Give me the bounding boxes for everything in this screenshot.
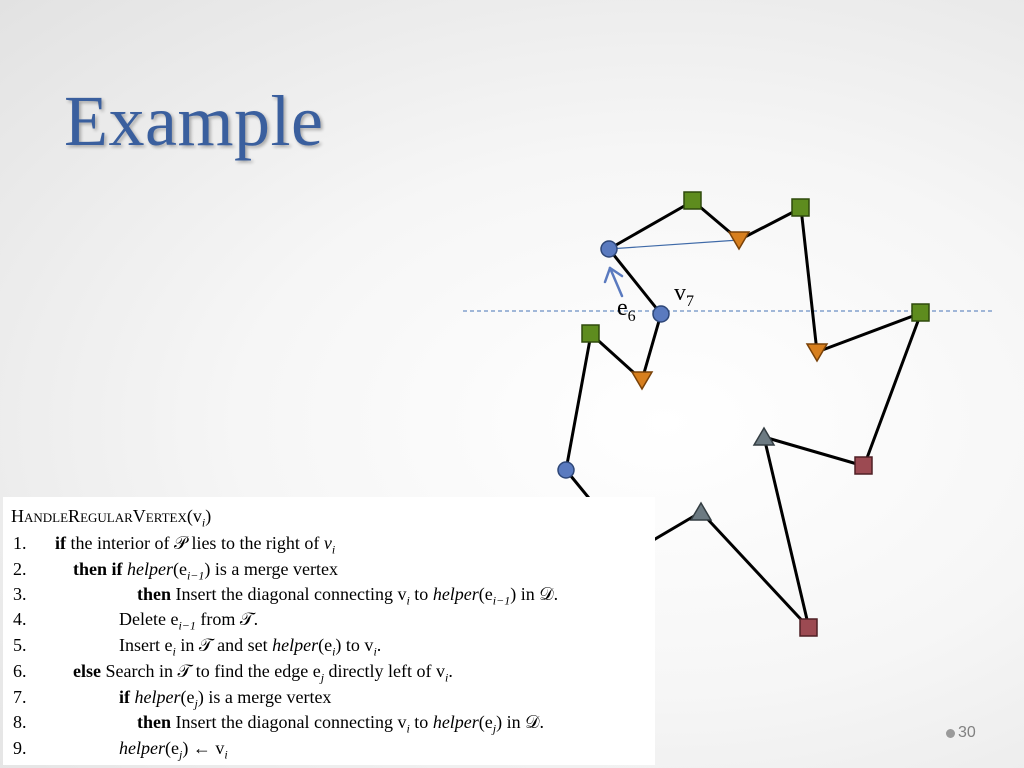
edge-arrow-e6 — [605, 268, 622, 296]
regular-vertex — [558, 462, 574, 478]
merge-vertex — [807, 344, 827, 361]
helper-diagonal — [609, 240, 739, 249]
label-v7: $v_7$ — [674, 280, 694, 310]
line-number: 9. — [13, 738, 27, 758]
algorithm-line-7: if $helper(e_j)$ is a merge vertex — [119, 687, 332, 711]
algorithm-line-6: else Search in 𝒯 to find the edge $e_j$ directly left of $v_i$. — [73, 661, 453, 685]
algorithm-line-9: $helper(e_j)$ ← $v_i$ — [119, 738, 228, 762]
label-e6: $e_6$ — [617, 295, 636, 325]
line-number: 4. — [13, 609, 27, 629]
algorithm-line-5: Insert $e_i$ in 𝒯 and set $helper(e_i)$ to $v_i$. — [119, 635, 382, 659]
split-vertex — [754, 428, 774, 445]
algorithm-line-4: Delete $e_{i-1}$ from 𝒯. — [119, 609, 259, 633]
start-vertex — [684, 192, 701, 209]
line-number: 1. — [13, 533, 27, 553]
line-number: 8. — [13, 712, 27, 732]
start-vertex — [792, 199, 809, 216]
page-bullet-icon — [946, 729, 955, 738]
regular-vertex-v7 — [653, 306, 669, 322]
merge-vertex — [632, 372, 652, 389]
algorithm-line-2: then if $helper(e_{i-1})$ is a merge vertex — [73, 559, 339, 583]
regular-vertex — [601, 241, 617, 257]
slide-title: Example — [64, 81, 324, 161]
line-number: 2. — [13, 559, 27, 579]
algorithm-name: $HandleRegularVertex(v_i)$ — [11, 506, 212, 530]
line-number: 3. — [13, 584, 27, 604]
end-vertex — [800, 619, 817, 636]
page-number: 30 — [958, 724, 976, 741]
line-number: 7. — [13, 687, 27, 707]
start-vertex — [912, 304, 929, 321]
start-vertex — [582, 325, 599, 342]
algorithm-line-8: then Insert the diagonal connecting $v_i$ to $helper(e_j)$ in 𝒟. — [137, 712, 544, 736]
line-number: 5. — [13, 635, 27, 655]
algorithm-line-1: if the interior of 𝒫 lies to the right of $v_i$ — [55, 533, 336, 557]
split-vertex — [691, 503, 711, 520]
algorithm-line-3: then Insert the diagonal connecting $v_i$ to $helper(e_{i-1})$ in 𝒟. — [137, 584, 559, 608]
end-vertex — [855, 457, 872, 474]
line-number: 6. — [13, 661, 27, 681]
